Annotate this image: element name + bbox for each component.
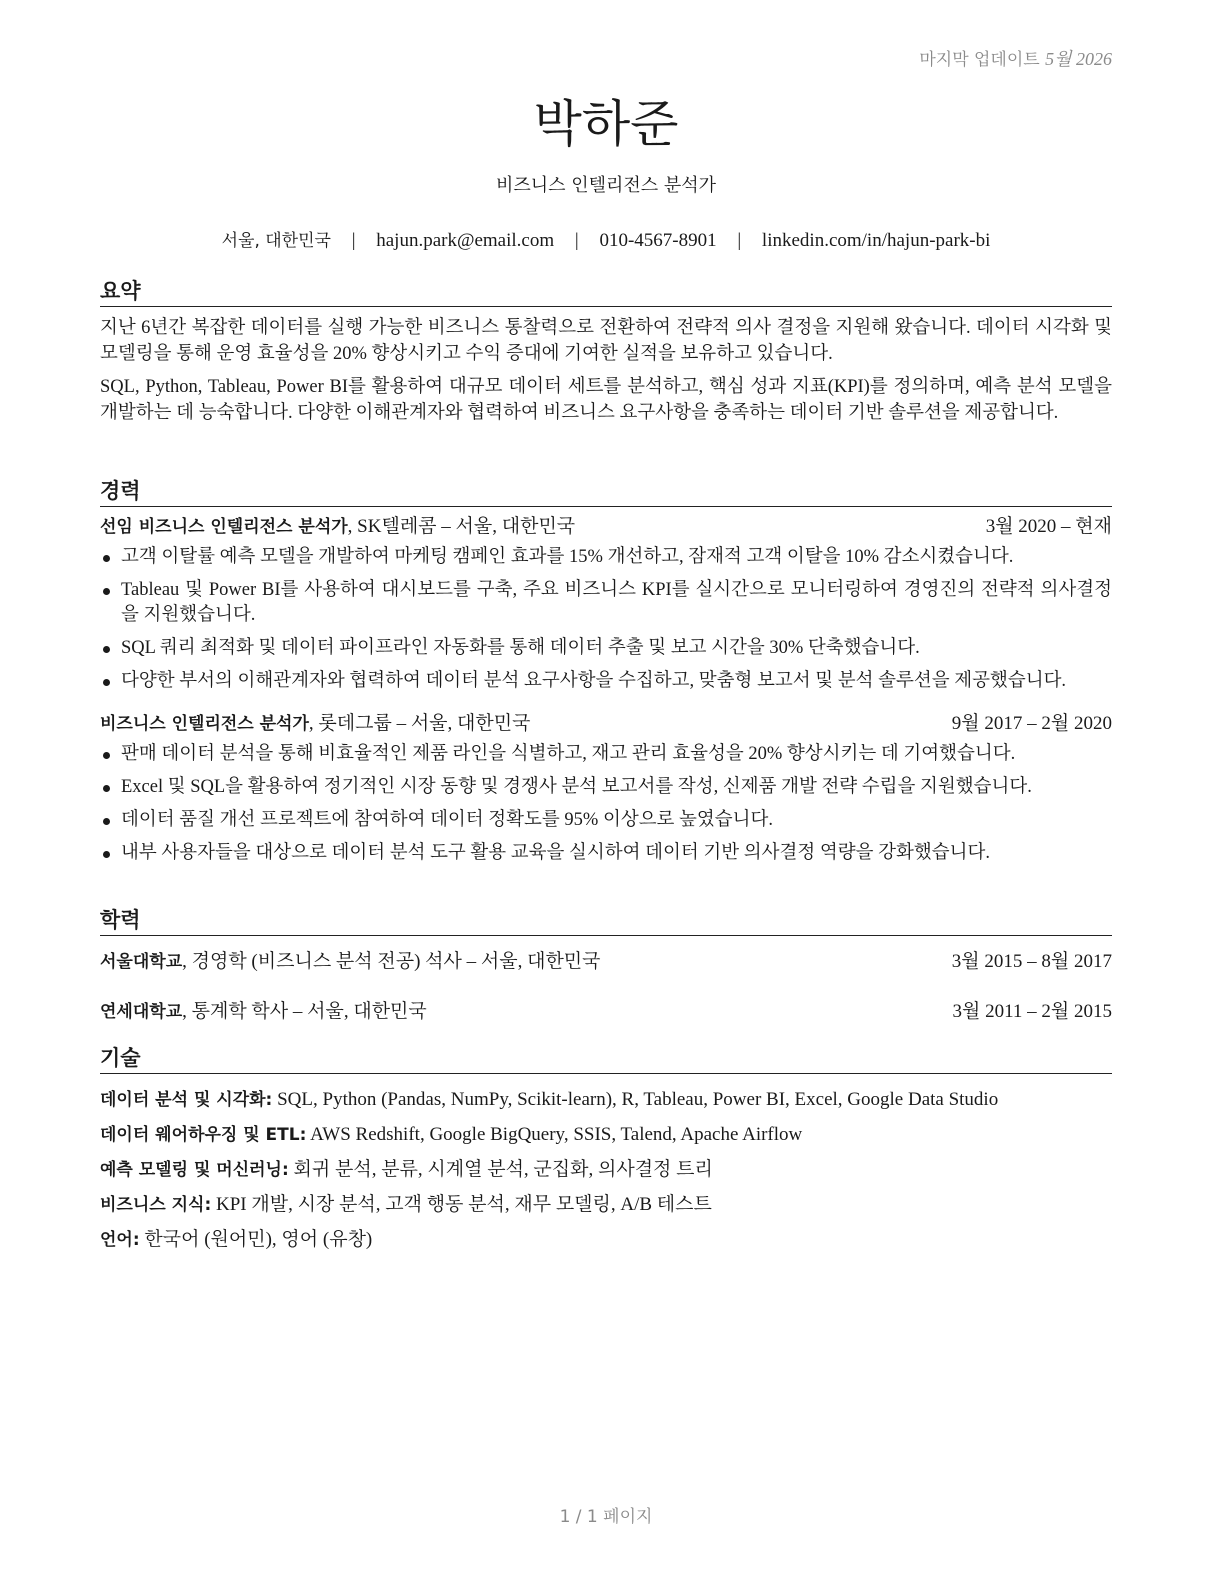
job-bullet: 내부 사용자들을 대상으로 데이터 분석 도구 활용 교육을 실시하여 데이터 기반 의사결정 역량을 강화했습니다. xyxy=(100,841,1112,866)
skill-item xyxy=(100,1158,1112,1182)
job-bullet: 다양한 부서의 이해관계자와 협력하여 데이터 분석 요구사항을 수집하고, 맞춤형 보고서 및 분석 솔루션을 제공했습니다. xyxy=(100,669,1112,694)
job-company: , SK텔레콤 – 서울, 대한민국 xyxy=(347,516,576,537)
education-degree: , 경영학 (비즈니스 분석 전공) 석사 – 서울, 대한민국 xyxy=(182,951,601,972)
skill-item xyxy=(100,1193,1112,1217)
job-header xyxy=(100,515,1112,539)
job-bullet: 판매 데이터 분석을 통해 비효율적인 제품 라인을 식별하고, 재고 관리 효율성을 20% 향상시키는 데 기여했습니다. xyxy=(100,742,1112,767)
job-dates: 9월 2017 – 2월 2020 xyxy=(951,713,1112,734)
skills-section xyxy=(100,1045,1112,1263)
job-role: 선임 비즈니스 인텔리전스 분석가 xyxy=(100,517,348,537)
job-dates: 3월 2020 – 현재 xyxy=(985,516,1112,537)
summary-paragraph: 지난 6년간 복잡한 데이터를 실행 가능한 비즈니스 통찰력으로 전환하여 전략적 의사 결정을 지원해 왔습니다. 데이터 시각화 및 모델링을 통해 운영 효율성을 20% 향상시키고 수익 증대에 기여한 실적을 보유하고 있습니다. xyxy=(100,318,1112,364)
education-dates: 3월 2011 – 2월 2015 xyxy=(952,1001,1112,1022)
education-degree: , 통계학 학사 – 서울, 대한민국 xyxy=(182,1001,427,1022)
section-heading-education: 학력 xyxy=(100,907,1112,936)
summary-section xyxy=(100,278,1112,433)
skill-value: AWS Redshift, Google BigQuery, SSIS, Talend, Apache Airflow xyxy=(306,1124,803,1145)
skill-label: 데이터 웨어하우징 및 ETL: xyxy=(100,1125,307,1145)
job-company: , 롯데그룹 – 서울, 대한민국 xyxy=(308,713,531,734)
skill-value: KPI 개발, 시장 분석, 고객 행동 분석, 재무 모델링, A/B 테스트 xyxy=(211,1194,712,1215)
candidate-name: 박하준 xyxy=(533,95,679,153)
skills-list xyxy=(100,1088,1112,1252)
section-heading-experience: 경력 xyxy=(100,478,1112,507)
job-bullet: Tableau 및 Power BI를 사용하여 대시보드를 구축, 주요 비즈니스 KPI를 실시간으로 모니터링하여 경영진의 전략적 의사결정을 지원했습니다. xyxy=(100,578,1112,628)
education-school: 연세대학교 xyxy=(100,1002,183,1022)
education-entry xyxy=(100,950,1112,974)
job-bullet: Excel 및 SQL을 활용하여 정기적인 시장 동향 및 경쟁사 분석 보고서를 작성, 신제품 개발 전략 수립을 지원했습니다. xyxy=(100,775,1112,800)
job-role: 비즈니스 인텔리전스 분석가 xyxy=(100,714,309,734)
skill-value: 회귀 분석, 분류, 시계열 분석, 군집화, 의사결정 트리 xyxy=(288,1159,713,1180)
skill-item xyxy=(100,1123,1112,1147)
skill-label: 비즈니스 지식: xyxy=(100,1195,212,1215)
skill-label: 예측 모델링 및 머신러닝: xyxy=(100,1160,289,1180)
page-number: 1 / 1 페이지 xyxy=(559,1507,653,1527)
last-updated xyxy=(919,45,1112,71)
contact-separator: | xyxy=(351,230,356,251)
contact-linkedin[interactable]: linkedin.com/in/hajun-park-bi xyxy=(761,230,991,251)
skill-item xyxy=(100,1228,1112,1252)
section-heading-skills: 기술 xyxy=(100,1045,1112,1074)
resume-page xyxy=(100,0,1112,1584)
contact-separator: | xyxy=(737,230,742,251)
job-header xyxy=(100,712,1112,736)
education-entry xyxy=(100,1000,1112,1024)
summary-paragraph: SQL, Python, Tableau, Power BI를 활용하여 대규모 데이터 세트를 분석하고, 핵심 성과 지표(KPI)를 정의하며, 예측 분석 모델을 개발하는 데 능숙합니다. 다양한 이해관계자와 협력하여 비즈니스 요구사항을 충족하는 데이터 기반 솔루션을 제공합니다. xyxy=(100,377,1112,423)
job-bullets xyxy=(100,545,1112,694)
education-school: 서울대학교 xyxy=(100,952,183,972)
last-updated-date: 5월 2026 xyxy=(1045,49,1112,69)
job-bullet: 데이터 품질 개선 프로젝트에 참여하여 데이터 정확도를 95% 이상으로 높였습니다. xyxy=(100,808,1112,833)
candidate-title: 비즈니스 인텔리전스 분석가 xyxy=(495,175,717,196)
contact-phone: 010-4567-8901 xyxy=(599,230,717,251)
section-heading-summary: 요약 xyxy=(100,278,1112,307)
education-dates: 3월 2015 – 8월 2017 xyxy=(951,951,1112,972)
skill-value: SQL, Python (Pandas, NumPy, Scikit-learn), R, Tableau, Power BI, Excel, Google Data Studio xyxy=(272,1089,999,1110)
job-entry xyxy=(100,712,1112,866)
job-bullet: SQL 쿼리 최적화 및 데이터 파이프라인 자동화를 통해 데이터 추출 및 보고 시간을 30% 단축했습니다. xyxy=(100,636,1112,661)
experience-section xyxy=(100,478,1112,874)
contact-separator: | xyxy=(574,230,579,251)
job-bullet: 고객 이탈률 예측 모델을 개발하여 마케팅 캠페인 효과를 15% 개선하고, 잠재적 고객 이탈을 10% 감소시켰습니다. xyxy=(100,545,1112,570)
job-bullets xyxy=(100,742,1112,866)
skill-item xyxy=(100,1088,1112,1112)
contact-location: 서울, 대한민국 xyxy=(221,231,331,251)
contact-email[interactable]: hajun.park@email.com xyxy=(376,230,555,251)
contact-line xyxy=(100,226,1112,252)
skill-value: 한국어 (원어민), 영어 (유창) xyxy=(139,1229,373,1250)
skill-label: 데이터 분석 및 시각화: xyxy=(100,1090,273,1110)
last-updated-label: 마지막 업데이트 xyxy=(919,50,1040,70)
education-section xyxy=(100,907,1112,1024)
job-entry xyxy=(100,515,1112,694)
skill-label: 언어: xyxy=(100,1230,140,1250)
